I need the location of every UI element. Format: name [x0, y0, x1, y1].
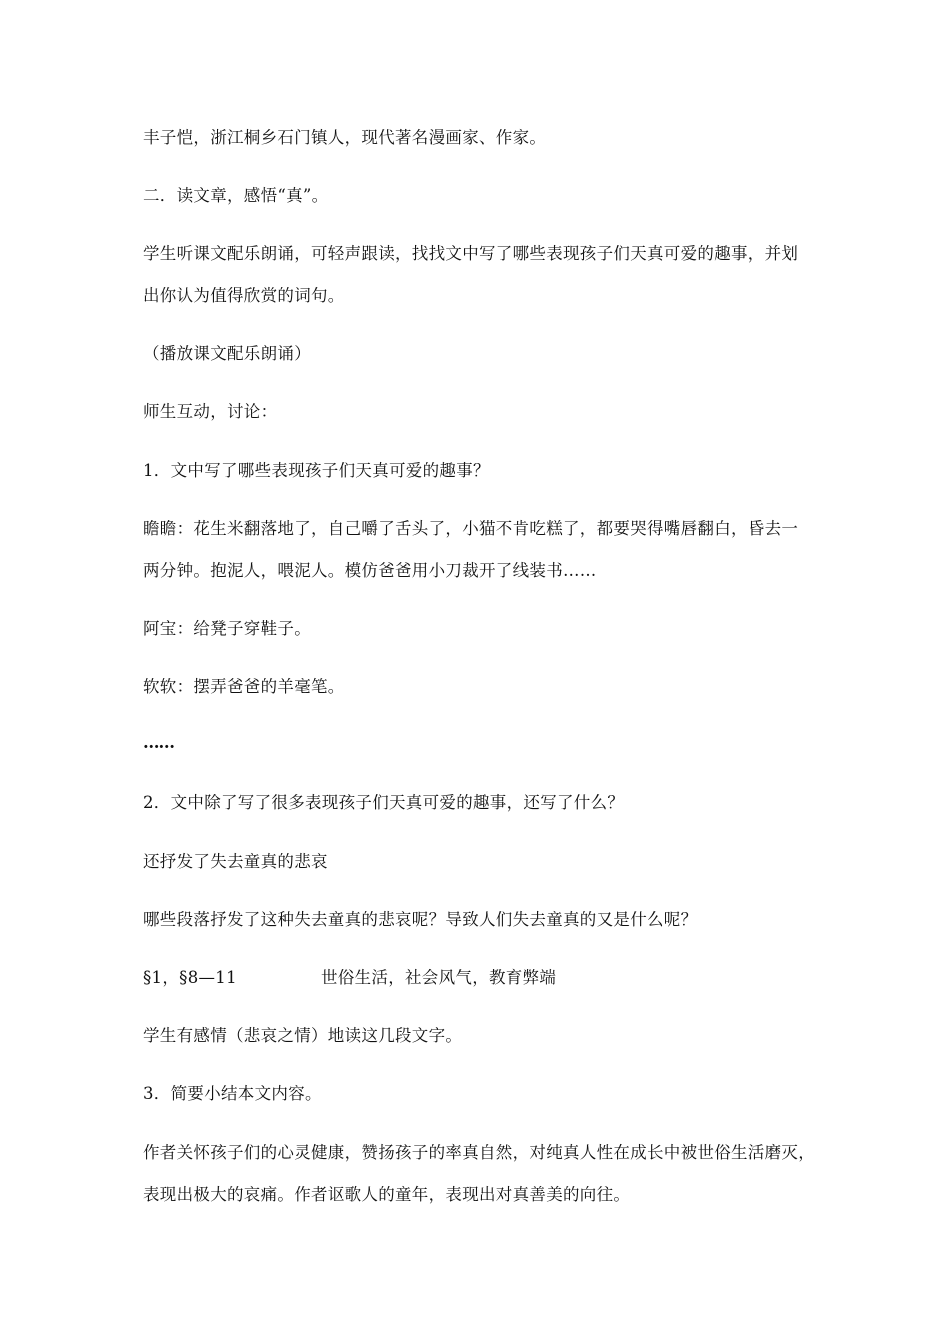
- zhanzhan-line-2: 两分钟。抱泥人，喂泥人。模仿爸爸用小刀裁开了线装书……: [143, 561, 597, 580]
- instruction-line-1: 学生听课文配乐朗诵，可轻声跟读，找找文中写了哪些表现孩子们天真可爱的趣事，并划: [143, 244, 799, 263]
- summary-line-2: 表现出极大的哀痛。作者讴歌人的童年，表现出对真善美的向往。: [143, 1185, 631, 1204]
- author-intro: 丰子恺，浙江桐乡石门镇人，现代著名漫画家、作家。: [143, 128, 547, 147]
- summary-line-1: 作者关怀孩子们的心灵健康，赞扬孩子的率真自然，对纯真人性在成长中被世俗生活磨灭，: [143, 1143, 815, 1162]
- zhanzhan-line-1: 瞻瞻：花生米翻落地了，自己嚼了舌头了，小猫不肯吃糕了，都要哭得嘴唇翻白，昏去一: [143, 519, 799, 538]
- reading-note: 学生有感情（悲哀之情）地读这几段文字。: [143, 1026, 463, 1045]
- discussion-label: 师生互动，讨论：: [143, 402, 278, 421]
- question-1: 1．文中写了哪些表现孩子们天真可爱的趣事？: [143, 461, 490, 480]
- answer-2: 还抒发了失去童真的悲哀: [143, 852, 328, 871]
- ellipsis: ……: [143, 733, 174, 752]
- ruanruan-line: 软软：摆弄爸爸的羊毫笔。: [143, 677, 345, 696]
- question-2b: 哪些段落抒发了这种失去童真的悲哀呢？导致人们失去童真的又是什么呢？: [143, 910, 698, 929]
- question-2: 2．文中除了写了很多表现孩子们天真可爱的趣事，还写了什么？: [143, 793, 625, 812]
- paragraph-refs-row: [143, 968, 557, 988]
- question-3: 3．简要小结本文内容。: [143, 1084, 322, 1103]
- paragraph-refs: §1，§8—11: [143, 968, 237, 987]
- causes: 世俗生活，社会风气，教育弊端: [321, 968, 557, 987]
- abao-line: 阿宝：给凳子穿鞋子。: [143, 619, 311, 638]
- play-note: （播放课文配乐朗诵）: [143, 344, 311, 363]
- instruction-line-2: 出你认为值得欣赏的词句。: [143, 286, 345, 305]
- section-two-heading: 二．读文章，感悟“真”。: [143, 186, 329, 205]
